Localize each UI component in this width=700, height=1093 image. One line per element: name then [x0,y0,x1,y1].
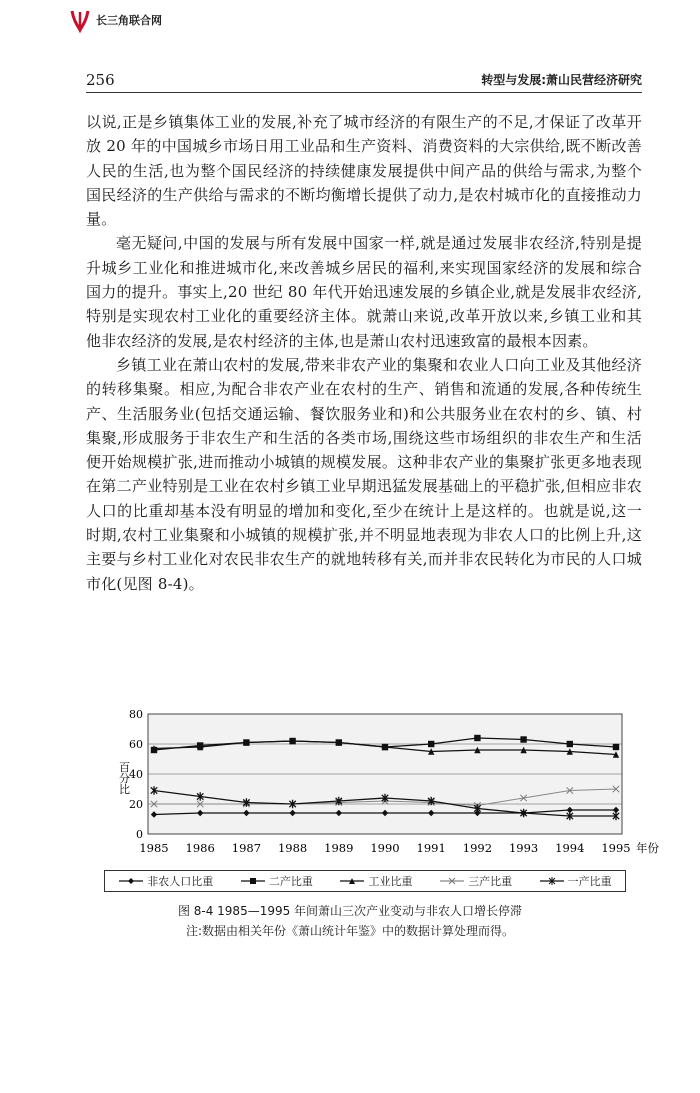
y-tick-label: 0 [136,828,143,841]
y-tick-label: 80 [129,708,143,721]
x-tick-label: 1991 [416,841,446,855]
legend-label: 三产比重 [468,875,513,888]
x-axis-unit: 年份 [636,841,659,855]
paragraph-3: 乡镇工业在萧山农村的发展,带来非农产业的集聚和农业人口向工业及其他经济的转移集聚。相应,为配合非农产业在农村的生产、销售和流通的发展,各种传统生产、生活服务业(包括交通运输、餐饮服务业和)和公共服务业在农村的乡、镇、村集聚,形成服务于非农生产和生活的各类市场,围绕这些市场组织的非农生产和生活便开始规模扩张,进而推动小城镇的规模发展。这种非农产业的集聚扩张更多地表现在第二产业特别是工业在农村乡镇工业早期迅猛发展基础上的平稳扩张,但相应非农人口的比重却基本没有明显的增加和变化,至少在统计上是这样的。也就是说,这一时期,农村工业集聚和小城镇的规模扩张,并不明显地表现为非农人口的比例上升,这主要与乡村工业化对农民非农生产的就地转移有关,而并非农民转化为市民的人口城市化(见图 8-4)。 [86,355,642,593]
legend-label: 工业比重 [368,875,413,888]
data-point-s2 [428,741,434,747]
data-point-s2 [520,736,526,742]
legend-marker-icon [118,876,144,886]
x-tick-label: 1994 [555,841,585,855]
data-point-s2 [613,744,619,750]
figure-note: 注:数据由相关年份《萧山统计年鉴》中的数据计算处理而得。 [185,924,515,938]
y-tick-label: 60 [129,738,143,751]
legend-item-1 [118,873,213,889]
line-chart [112,706,659,871]
x-tick-label: 1990 [370,841,400,855]
x-tick-label: 1992 [462,841,493,855]
legend-item-2 [240,873,313,889]
legend-item-5 [539,873,612,889]
legend-item-3 [339,873,412,889]
legend-marker-icon [439,876,465,886]
page-header [86,70,642,93]
paragraph-1: 以说,正是乡镇集体工业的发展,补充了城市经济的有限生产的不足,才保证了改革开放 20 年的中国城乡市场日用工业品和生产资料、消费资料的大宗供给,既不断改善人民的生活,也为整个国民经济的持续健康发展提供中间产品的供给与需求,为整个国民经济的生产供给与需求的不断均衡增长提供了动力,是农村城市化的直接推动力量。 [86,113,642,229]
legend-marker-icon [240,876,266,886]
y-tick-label: 20 [129,798,143,811]
page-number: 256 [86,71,115,89]
legend-item-4 [439,873,512,889]
logo-icon [70,8,90,32]
x-tick-label: 1986 [185,841,215,855]
logo-text: 长三角联合网 [96,14,162,27]
x-tick-label: 1989 [324,841,354,855]
body-text [86,110,642,596]
data-point-s2 [567,741,573,747]
legend-label: 二产比重 [268,875,313,888]
legend-label: 非农人口比重 [147,875,214,888]
y-axis-label: 百分比 [117,761,131,795]
legend-label: 一产比重 [567,875,612,888]
y-tick-label: 40 [129,768,143,781]
x-tick-label: 1988 [277,841,308,855]
x-tick-label: 1993 [508,841,539,855]
legend-marker-icon [339,876,365,886]
site-logo [70,8,162,32]
figure-caption: 图 8-4 1985—1995 年间萧山三次产业变动与非农人口增长停滞 [177,904,523,918]
running-title: 转型与发展:萧山民营经济研究 [481,73,642,87]
chart-legend [104,870,626,892]
x-tick-label: 1995 [601,841,631,855]
legend-marker-icon [539,876,565,886]
paragraph-2: 毫无疑问,中国的发展与所有发展中国家一样,就是通过发展非农经济,特别是提升城乡工业化和推进城市化,来改善城乡居民的福利,来实现国家经济的发展和综合国力的提升。事实上,20 世纪 80 年代开始迅速发展的乡镇企业,就是发展非农经济,特别是实现农村工业化的重要经济主体。就萧山来说,改革开放以来,乡镇工业和其他非农经济的发展,是农村经济的主体,也是萧山农村迅速致富的最根本因素。 [86,234,642,350]
x-tick-label: 1987 [231,841,262,855]
x-tick-label: 1985 [139,841,169,855]
data-point-s2 [474,735,480,741]
